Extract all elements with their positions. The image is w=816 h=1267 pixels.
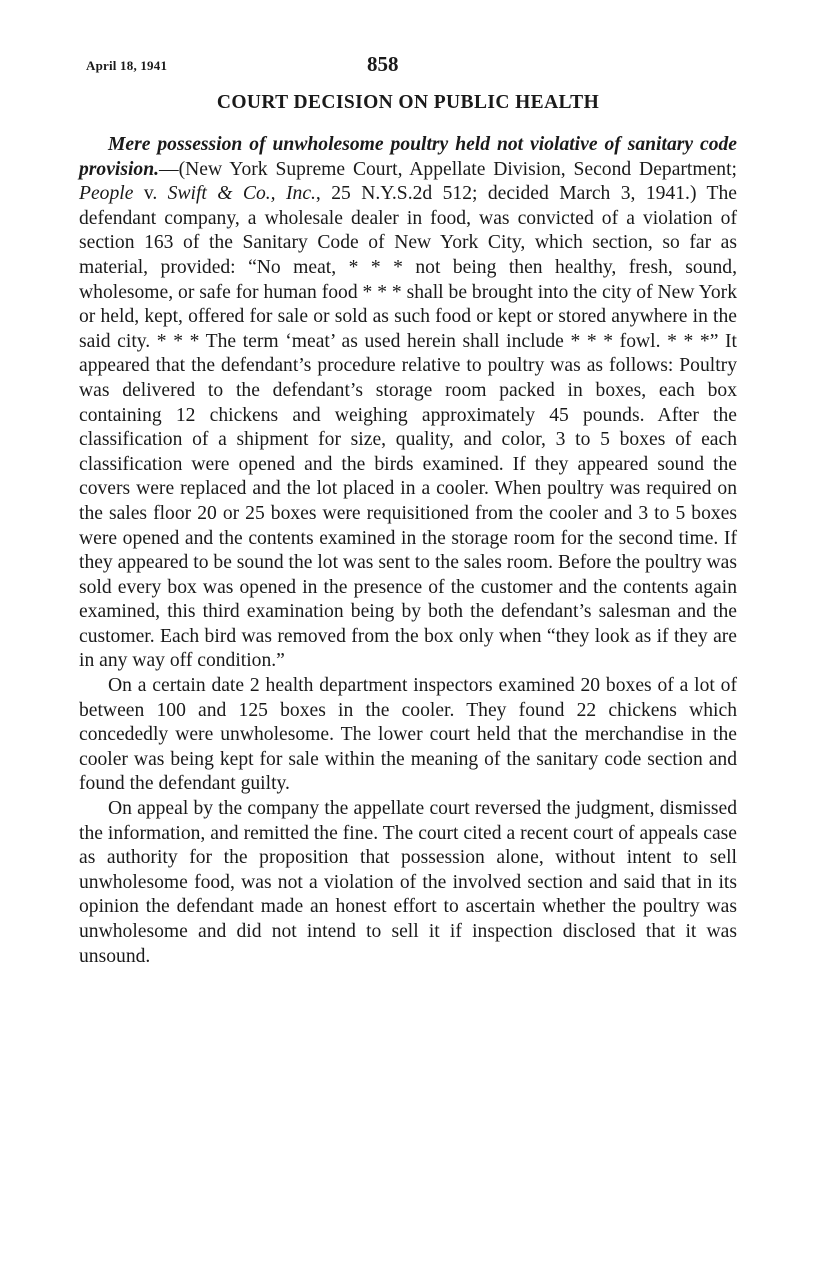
article-body — [79, 133, 737, 969]
article-title: COURT DECISION ON PUBLIC HEALTH — [216, 92, 600, 113]
running-header — [86, 52, 736, 76]
case-party-plaintiff: People — [79, 183, 134, 205]
paragraph-1 — [79, 133, 737, 674]
paragraph-2: On a certain date 2 health department inspectors examined 20 boxes of a lot of between 100 and 125 boxes in the cooler. They found 22 chickens which concededly were unwholesome. The lower court held that the merchandise in the cooler was being kept for sale within the meaning of the sanitary code section and found the defendant guilty. — [79, 675, 737, 795]
page-number: 858 — [367, 52, 399, 76]
citation-text: —(New York Supreme Court, Appellate Division, Second Department; — [159, 158, 737, 180]
paragraph-1-text: , 25 N.Y.S.2d 512; decided March 3, 1941.) The defendant company, a wholesale dealer in food, was convicted of a violation of section 163 of the Sanitary Code of New York City, which section, so far as material, provided: “No meat, * * * not being then healthy, fresh, sound, wholesome, or safe for human food * * * shall be brought into the city of New York or held, kept, offered for sale or sold as such food or kept or stored anywhere in the said city. * * * The term ‘meat’ as used herein shall include * * * fowl. * * *” It appeared that the defendant’s procedure relative to poultry was as follows: Poultry was delivered to the defendant’s storage room packed in boxes, each box containing 12 chickens and weighing approximately 45 pounds. After the classification of a shipment for size, quality, and color, 3 to 5 boxes of each classification were opened and the birds examined. If they appeared sound the covers were replaced and the lot placed in a cooler. When poultry was required on the sales floor 20 or 25 boxes were requisitioned from the cooler and 3 to 5 boxes were opened and the contents examined in the storage room for the second time. If they appeared to be sound the lot was sent to the sales room. Before the poultry was sold every box was opened in the presence of the customer and the contents again examined, this third examination being by both the defendant’s salesman and the customer. Each bird was removed from the box only when “they look as if they are in any way off condition.” — [79, 183, 737, 672]
case-versus: v. — [133, 183, 168, 205]
paragraph-3: On appeal by the company the appellate court reversed the judgment, dismissed the information, and remitted the fine. The court cited a recent court of appeals case as authority for the proposition that possession alone, without intent to sell unwholesome food, was not a violation of the involved section and said that in its opinion the defendant made an honest effort to ascertain whether the poultry was unwholesome and did not intend to sell it if inspection disclosed that it was unsound. — [79, 798, 737, 967]
lead-in-heading: Mere possession of unwholesome poultry held not violative of sanitary code provision. — [79, 134, 737, 180]
case-party-defendant: Swift & Co., Inc. — [167, 183, 316, 205]
issue-date: April 18, 1941 — [86, 58, 168, 73]
